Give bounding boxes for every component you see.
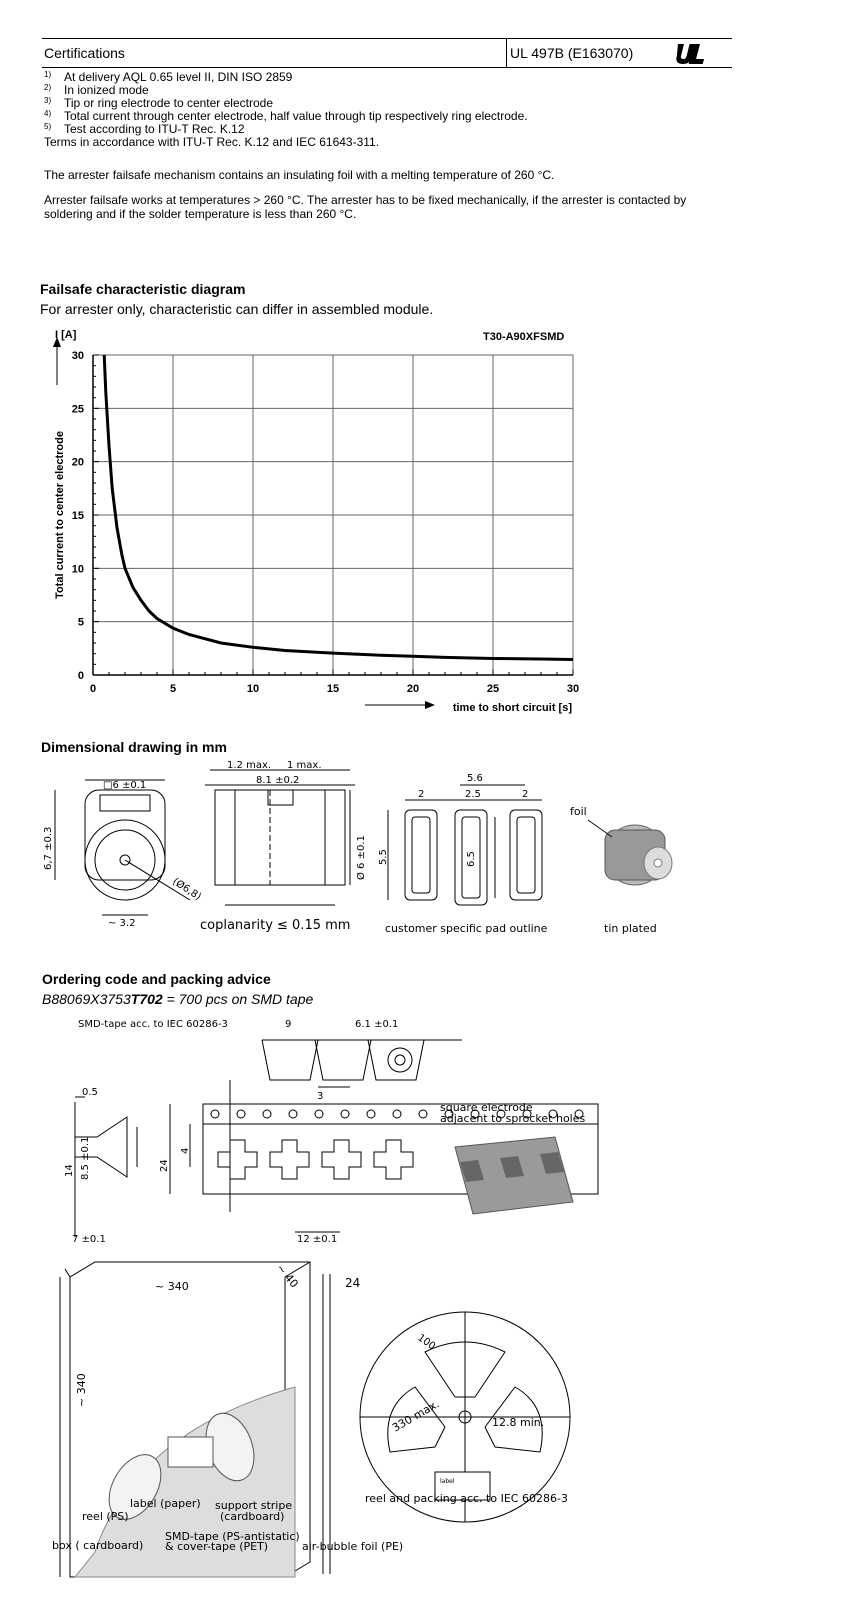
dim-square-6: □6 ±0.1 bbox=[103, 780, 147, 791]
sprocket-hole bbox=[315, 1110, 323, 1118]
smd-tape-1: SMD-tape (PS-antistatic) bbox=[165, 1530, 300, 1543]
arrester-front-body bbox=[85, 790, 165, 880]
dim-coplanarity: coplanarity ≤ 0.15 mm bbox=[200, 918, 351, 933]
square-electrode-line2: adjacent to sprocket holes bbox=[440, 1112, 586, 1125]
tape-cavities bbox=[218, 1140, 413, 1179]
sprocket-hole bbox=[289, 1110, 297, 1118]
pad-2b: 2 bbox=[522, 789, 529, 800]
tin-plated-label: tin plated bbox=[604, 922, 657, 935]
support-stripe-2: (cardboard) bbox=[220, 1510, 285, 1523]
air-bubble-foil: air-bubble foil (PE) bbox=[302, 1540, 404, 1553]
tape-9: 9 bbox=[285, 1019, 292, 1030]
x-tick-label: 25 bbox=[486, 683, 500, 695]
y-tick-label: 10 bbox=[71, 563, 84, 576]
label-paper: label (paper) bbox=[130, 1497, 201, 1510]
dim-height-67: 6,7 ±0.3 bbox=[43, 826, 54, 870]
ordering-code: B88069X3753T702 = 700 pcs on SMD tape bbox=[42, 991, 314, 1007]
pad-65: 6.5 bbox=[466, 851, 477, 867]
smd-tape-2: & cover-tape (PET) bbox=[165, 1540, 269, 1553]
tape-61: 6.1 ±0.1 bbox=[355, 1019, 399, 1030]
x-tick-label: 30 bbox=[566, 683, 580, 695]
x-tick-label: 5 bbox=[169, 683, 177, 695]
foil-label: foil bbox=[570, 805, 587, 818]
tape-3d-icon bbox=[455, 1137, 573, 1214]
y-tick-label: 20 bbox=[71, 456, 84, 469]
tape-12: 12 ±0.1 bbox=[297, 1234, 338, 1245]
dim-1-max: 1 max. bbox=[287, 760, 322, 771]
chart-grid bbox=[93, 355, 573, 675]
footnote: 3) Tip or ring electrode to center electrode bbox=[44, 96, 273, 110]
dimensional-title: Dimensional drawing in mm bbox=[41, 739, 227, 755]
reel-100: 100 bbox=[415, 1332, 438, 1353]
reel-label-small: label bbox=[440, 1478, 455, 1485]
sprocket-hole bbox=[419, 1110, 427, 1118]
chart-y-unit: I [A] bbox=[55, 329, 77, 341]
sprocket-hole bbox=[393, 1110, 401, 1118]
support-stripe-1: support stripe bbox=[215, 1499, 293, 1512]
tape-3: 3 bbox=[317, 1091, 324, 1102]
y-tick-label: 30 bbox=[71, 350, 84, 362]
dim-width-32: ~ 3.2 bbox=[108, 918, 136, 929]
sprocket-hole bbox=[367, 1110, 375, 1118]
diagram-title: Failsafe characteristic diagram bbox=[40, 281, 246, 297]
footnote: 5) Test according to ITU-T Rec. K.12 bbox=[44, 122, 245, 136]
certifications-value: UL 497B (E163070) bbox=[510, 45, 634, 61]
tape-7: 7 ±0.1 bbox=[72, 1234, 106, 1245]
x-tick-label: 15 bbox=[326, 683, 340, 695]
reel-330: 330 max. bbox=[390, 1397, 442, 1435]
chart-series-line bbox=[104, 355, 573, 660]
sprocket-hole bbox=[211, 1110, 219, 1118]
dim-diameter-68: (Ø6,8) bbox=[170, 876, 203, 903]
footnotes bbox=[44, 71, 764, 149]
failsafe-paragraph-1: The arrester failsafe mechanism contains an insulating foil with a melting temperature of 260 °C. bbox=[44, 168, 555, 182]
reel-ps: reel (PS) bbox=[82, 1510, 129, 1523]
sprocket-hole bbox=[263, 1110, 271, 1118]
failsafe-paragraph-2: Arrester failsafe works at temperatures > 260 °C. The arrester has to be fixed mechanically, if the arrester is contacted by soldering and if the solder temperature is less than 260 °C. bbox=[44, 193, 687, 221]
failsafe-chart bbox=[40, 325, 600, 720]
terms-text: Terms in accordance with ITU-T Rec. K.12 and IEC 61643-311. bbox=[44, 135, 380, 149]
x-tick-label: 20 bbox=[406, 683, 420, 695]
certifications-label: Certifications bbox=[42, 39, 507, 67]
pad-2a: 2 bbox=[418, 789, 425, 800]
dimensional-drawing bbox=[40, 755, 740, 950]
box-height-340: ~ 340 bbox=[75, 1373, 88, 1407]
y-tick-label: 5 bbox=[77, 616, 84, 629]
y-tick-label: 25 bbox=[71, 403, 84, 416]
pad-caption: customer specific pad outline bbox=[385, 922, 548, 935]
tape-standard: SMD-tape acc. to IEC 60286-3 bbox=[78, 1019, 228, 1030]
arrester-3d-icon bbox=[605, 825, 672, 885]
box-cardboard: box ( cardboard) bbox=[52, 1539, 144, 1552]
reel-width-24: 24 bbox=[345, 1276, 361, 1290]
pad-25: 2.5 bbox=[465, 789, 481, 800]
diagram-subtitle: For arrester only, characteristic can differ in assembled module. bbox=[40, 301, 434, 317]
packing-drawing bbox=[40, 1012, 640, 1600]
chart-y-label: Total current to center electrode bbox=[54, 431, 66, 599]
reel-128: 12.8 min. bbox=[492, 1416, 545, 1429]
tape-4: 4 bbox=[180, 1147, 191, 1154]
footnote: 1) At delivery AQL 0.65 level II, DIN ISO 2859 bbox=[44, 70, 293, 84]
y-tick-label: 15 bbox=[71, 510, 84, 522]
certifications-row bbox=[42, 38, 732, 68]
square-electrode-line1: square electrode bbox=[440, 1101, 533, 1114]
ordering-title: Ordering code and packing advice bbox=[42, 971, 271, 987]
sprocket-hole bbox=[341, 1110, 349, 1118]
dim-81: 8.1 ±0.2 bbox=[256, 775, 300, 786]
dim-12-max: 1.2 max. bbox=[227, 760, 272, 771]
x-tick-label: 10 bbox=[246, 683, 260, 695]
footnote: 2) In ionized mode bbox=[44, 83, 149, 97]
box-depth-40: ~ 40 bbox=[273, 1261, 301, 1291]
ul-logo-icon bbox=[675, 42, 707, 69]
tape-85: 8.5 ±0.1 bbox=[80, 1136, 91, 1180]
tape-24: 24 bbox=[159, 1159, 170, 1172]
dim-diameter-6: Ø 6 ±0.1 bbox=[356, 835, 367, 880]
box-width-340: ~ 340 bbox=[155, 1280, 189, 1293]
x-arrow-head bbox=[425, 701, 435, 709]
chart-x-label: time to short circuit [s] bbox=[452, 702, 572, 714]
sprocket-hole bbox=[237, 1110, 245, 1118]
x-tick-label: 0 bbox=[89, 683, 97, 695]
reel-caption: reel and packing acc. to IEC 60286-3 bbox=[365, 1492, 568, 1505]
tape-14: 14 bbox=[64, 1164, 75, 1177]
chart-title: T30-A90XFSMD bbox=[483, 331, 565, 343]
footnote: 4) Total current through center electrode, half value through tip respectively ring electrode. bbox=[44, 109, 528, 123]
chart-ticks bbox=[72, 350, 579, 695]
tape-05: 0.5 bbox=[82, 1087, 98, 1098]
pad-56: 5.6 bbox=[467, 773, 483, 784]
pad-55: 5.5 bbox=[378, 849, 389, 865]
y-tick-label: 0 bbox=[77, 670, 84, 682]
